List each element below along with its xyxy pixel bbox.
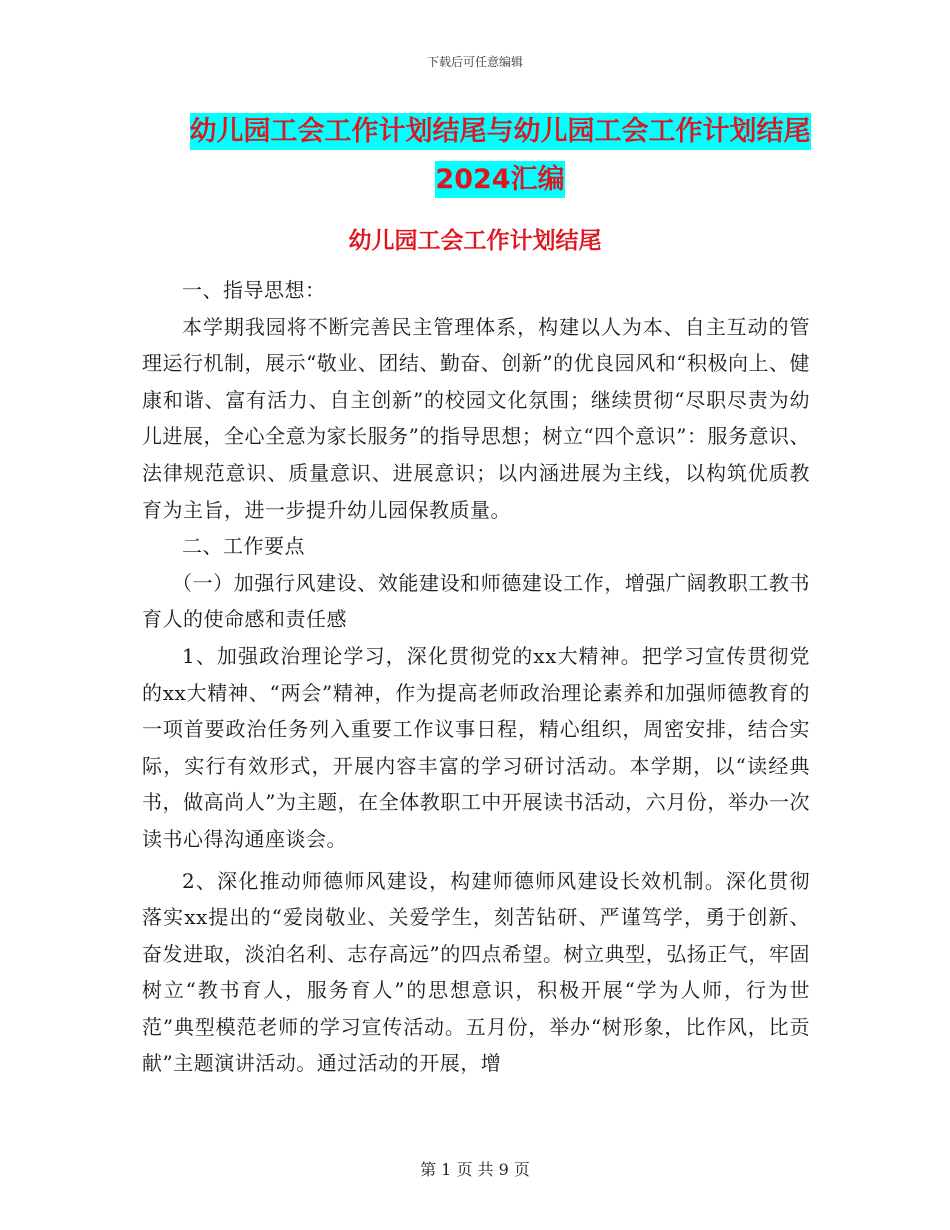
document-title-line1: 幼儿园工会工作计划结尾与幼儿园工会工作计划结尾 xyxy=(190,113,811,150)
heading-work-points: 二、工作要点 xyxy=(182,534,305,559)
header-note: 下载后可任意编辑 xyxy=(426,55,523,69)
page-footer: 第 1 页 共 9 页 xyxy=(420,1160,530,1179)
document-body xyxy=(142,272,810,1082)
paragraph-item-1: 1、加强政治理论学习，深化贯彻党的xx大精神。把学习宣传贯彻党的xx大精神、“两会”精神，作为提高老师政治理论素养和加强师德教育的一项首要政治任务列入重要工作议事日程，精心组织，周密安排，结合实际，实行有效形式，开展内容丰富的学习研讨活动。本学期，以“读经典书，做高尚人”为主题，在全体教职工中开展读书活动，六月份，举办一次读书心得沟通座谈会。 xyxy=(142,643,810,851)
heading-guiding-thought: 一、指导思想： xyxy=(182,278,326,302)
paragraph-guiding-thought: 本学期我园将不断完善民主管理体系，构建以人为本、自主互动的管理运行机制，展示“敬业、团结、勤奋、创新”的优良园风和“积极向上、健康和谐、富有活力、自主创新”的校园文化氛围；继续贯彻“尽职尽责为幼儿进展，全心全意为家长服务”的指导思想；树立“四个意识”：服务意识、法律规范意识、质量意识、进展意识；以内涵进展为主线，以构筑优质教育为主旨，进一步提升幼儿园保教质量。 xyxy=(142,314,810,522)
document-title-line2: 2024汇编 xyxy=(435,161,564,198)
section-title: 幼儿园工会工作计划结尾 xyxy=(348,228,602,254)
document-title xyxy=(150,108,850,204)
subheading-item-1: （一）加强行风建设、效能建设和师德建设工作，增强广阔教职工教书育人的使命感和责任感 xyxy=(142,570,810,632)
paragraph-item-2: 2、深化推动师德师风建设，构建师德师风建设长效机制。深化贯彻落实xx提出的“爱岗敬业、关爱学生，刻苦钻研、严谨笃学，勇于创新、奋发进取，淡泊名利、志存高远”的四点希望。树立典型，弘扬正气，牢固树立“教书育人，服务育人”的思想意识，积极开展“学为人师，行为世范”典型模范老师的学习宣传活动。五月份，举办“树形象，比作风，比贡献”主题演讲活动。通过活动的开展，增 xyxy=(142,868,810,1076)
